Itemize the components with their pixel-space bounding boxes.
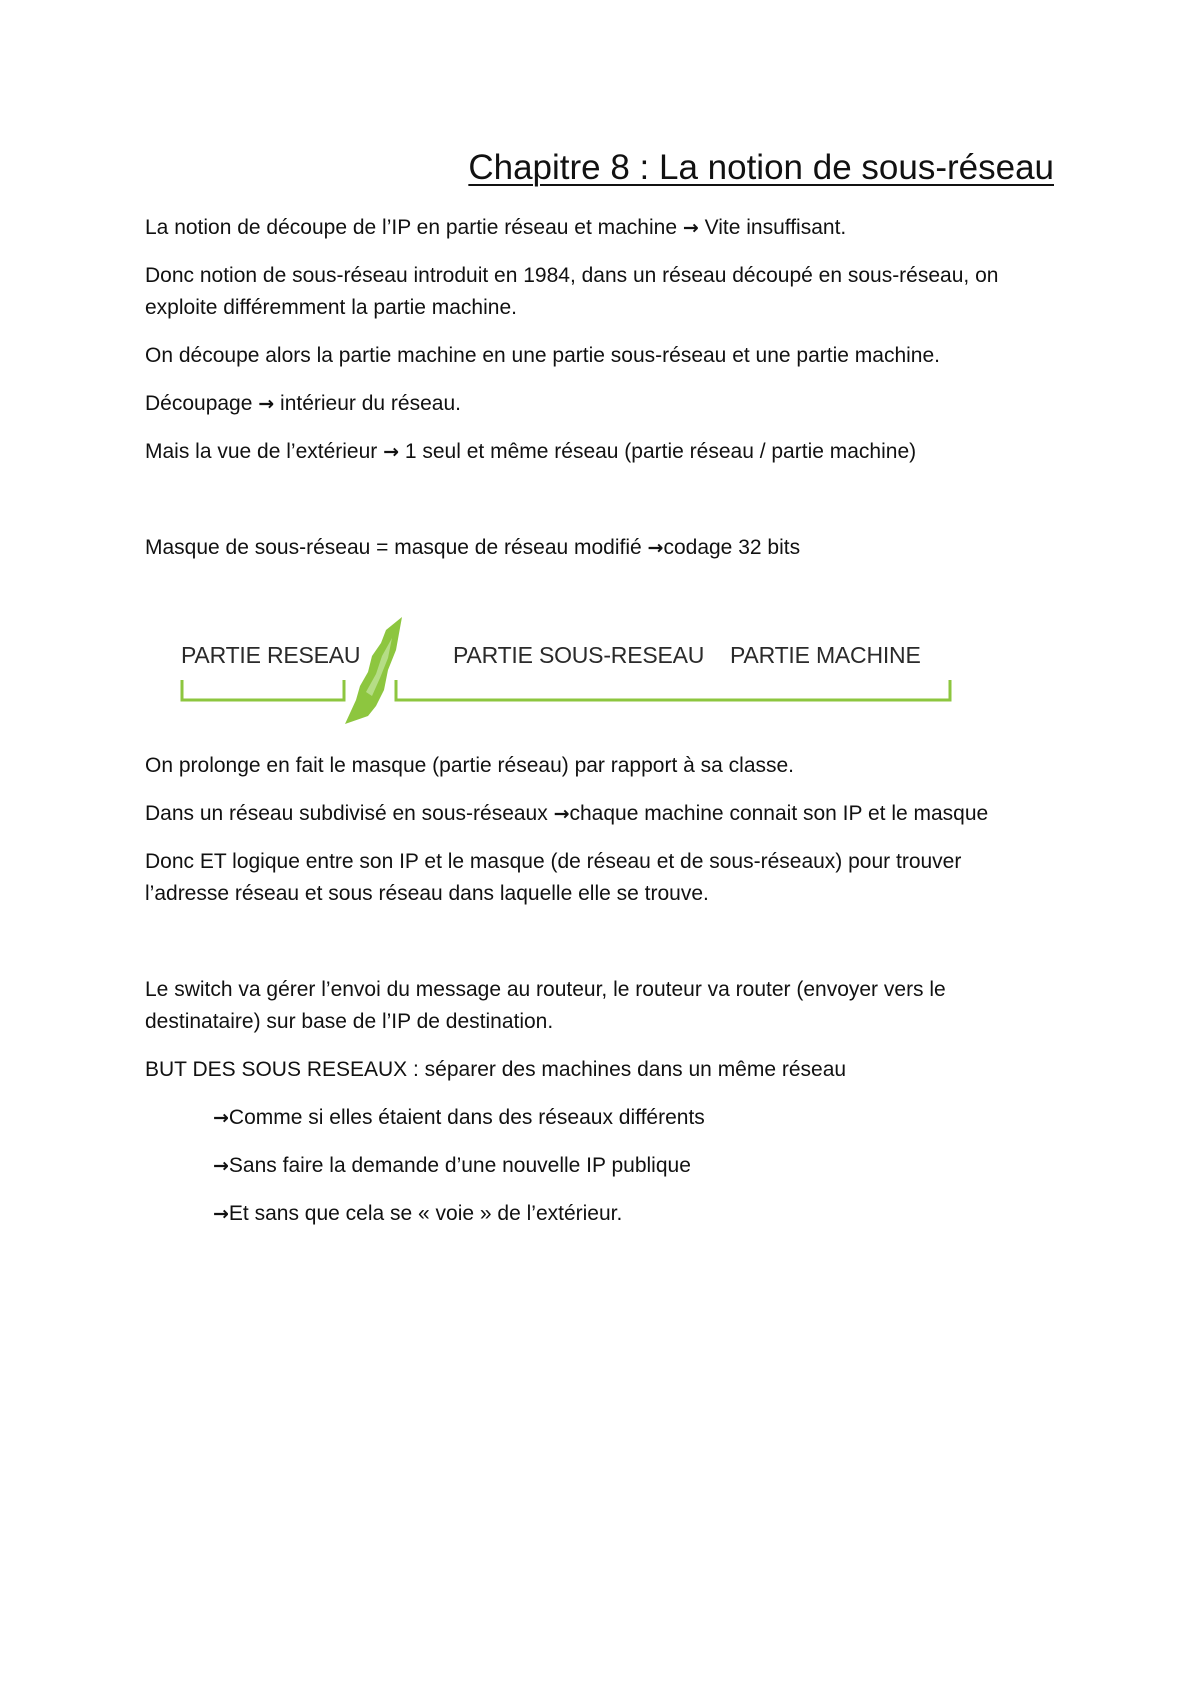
list-item-text: Sans faire la demande d’une nouvelle IP publique (228, 1154, 691, 1177)
paragraph-logical-and-line1: Donc ET logique entre son IP et le masque (de réseau et de sous-réseaux) pour trouver (145, 850, 962, 873)
page-title: Chapitre 8 : La notion de sous-réseau (468, 148, 1054, 187)
list-item-text: Comme si elles étaient dans des réseaux différents (228, 1106, 705, 1129)
paragraph-text: Masque de sous-réseau = masque de réseau modifié (145, 536, 648, 559)
arrow-right-icon: → (213, 1203, 229, 1225)
subnet-machine-bracket (396, 680, 950, 700)
label-subnet-part: PARTIE SOUS-RESEAU (453, 642, 705, 668)
paragraph-subnet-goal: BUT DES SOUS RESEAUX : séparer des machines dans un même réseau (145, 1058, 847, 1081)
paragraph-decoupage (145, 388, 1045, 420)
paragraph-ip-split (145, 212, 1045, 244)
arrow-right-icon: → (258, 393, 275, 415)
paragraph-subnet-intro-line1: Donc notion de sous-réseau introduit en 1984, dans un réseau découpé en sous-réseau, on (145, 264, 999, 287)
paragraph-subdivided-network (145, 798, 1045, 830)
paragraph-subnet-mask (145, 532, 1045, 564)
split-lightning-icon (345, 617, 402, 724)
arrow-right-icon: → (553, 803, 570, 825)
paragraph-text: La notion de découpe de l’IP en partie réseau et machine (145, 216, 683, 239)
arrow-right-icon: → (682, 217, 699, 239)
paragraph-text: Vite insuffisant. (698, 216, 847, 239)
paragraph-host-split: On découpe alors la partie machine en une partie sous-réseau et une partie machine. (145, 344, 940, 367)
list-item (213, 1198, 1113, 1230)
paragraph-text: Dans un réseau subdivisé en sous-réseaux (145, 802, 554, 825)
address-split-diagram (170, 612, 960, 732)
paragraph-text: Découpage (145, 392, 259, 415)
paragraph-text: intérieur du réseau. (274, 392, 461, 415)
bracket-graphic (170, 612, 960, 732)
list-item (213, 1150, 1113, 1182)
list-item (213, 1102, 1113, 1134)
paragraph-subnet-intro-line2: exploite différemment la partie machine. (145, 296, 517, 319)
list-item-text: Et sans que cela se « voie » de l’extérieur. (228, 1202, 623, 1225)
paragraph-switch-line2: destinataire) sur base de l’IP de destination. (145, 1010, 554, 1033)
paragraph-extend-mask: On prolonge en fait le masque (partie réseau) par rapport à sa classe. (145, 754, 795, 777)
network-bracket (182, 680, 344, 700)
arrow-right-icon: → (213, 1107, 229, 1129)
paragraph-logical-and-line2: l’adresse réseau et sous réseau dans laquelle elle se trouve. (145, 882, 709, 905)
paragraph-text: Mais la vue de l’extérieur (145, 440, 384, 463)
paragraph-switch-line1: Le switch va gérer l’envoi du message au routeur, le routeur va router (envoyer vers le (145, 978, 946, 1001)
paragraph-text: codage 32 bits (663, 536, 801, 559)
paragraph-outside-view (145, 436, 1045, 468)
label-network-part: PARTIE RESEAU (181, 642, 361, 668)
arrow-right-icon: → (213, 1155, 229, 1177)
arrow-right-icon: → (647, 537, 664, 559)
paragraph-text: 1 seul et même réseau (partie réseau / partie machine) (399, 440, 917, 463)
arrow-right-icon: → (383, 441, 400, 463)
label-machine-part: PARTIE MACHINE (730, 642, 921, 668)
paragraph-text: chaque machine connait son IP et le masque (569, 802, 989, 825)
